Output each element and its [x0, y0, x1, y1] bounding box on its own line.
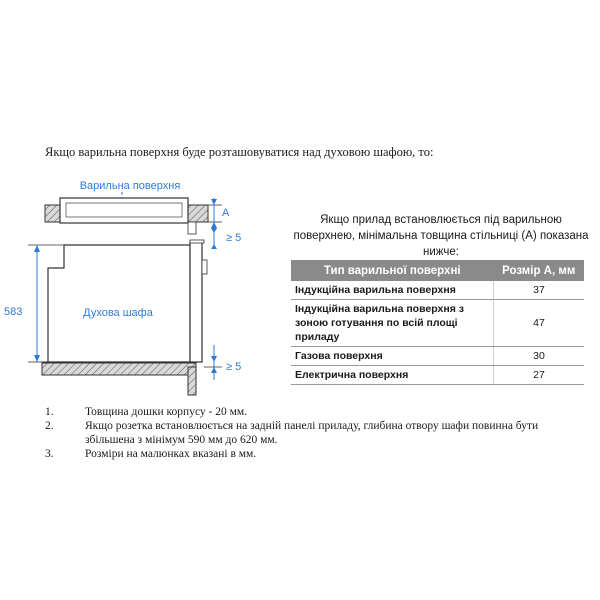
gap-top-label: ≥ 5	[226, 232, 242, 244]
table-cell-size: 47	[494, 300, 585, 347]
table-cell-type: Газова поверхня	[291, 347, 494, 366]
table-cell-type: Індукційна варильна поверхня з зоною готування по всій площі приладу	[291, 300, 494, 347]
note-text: Товщина дошки корпусу - 20 мм.	[85, 406, 248, 418]
table-row	[291, 281, 584, 300]
hob-label: Варильна поверхня	[79, 180, 181, 192]
list-item	[45, 405, 585, 419]
oven-body	[48, 245, 190, 362]
label-a: A	[222, 207, 230, 219]
table-header-size: Розмір A, мм	[494, 260, 585, 281]
oven-label: Духова шафа	[83, 307, 153, 319]
gap-bottom-label: ≥ 5	[226, 361, 242, 373]
table-cell-size: 30	[494, 347, 585, 366]
note-text: Якщо розетка встановлюється на задній панелі приладу, глибина отвору шафи повинна бути збільшена з мінімум 590 мм до 620 мм.	[85, 420, 539, 446]
notes-list	[45, 405, 585, 461]
note-number: 3.	[45, 448, 54, 460]
installation-diagram	[0, 170, 290, 410]
oven-door	[190, 242, 202, 362]
table-header-type: Тип варильної поверхні	[291, 260, 494, 281]
table-row	[291, 300, 584, 347]
hob-size-table	[291, 260, 584, 385]
note-text: Розміри на малюнках вказані в мм.	[85, 448, 257, 460]
list-item	[45, 419, 585, 447]
height-label: 583	[4, 306, 23, 318]
intro-text: Якщо варильна поверхня буде розташовуватися над духовою шафою, то:	[45, 145, 434, 159]
countertop-thickness-text: Якщо прилад встановлюється під варильною поверхнею, мінімальна товщина стільниці (A) показана нижче:	[293, 214, 589, 258]
list-item	[45, 447, 585, 461]
note-number: 2.	[45, 420, 54, 432]
table-cell-size: 27	[494, 366, 585, 385]
table-row	[291, 366, 584, 385]
table-cell-type: Індукційна варильна поверхня	[291, 281, 494, 300]
table-row	[291, 347, 584, 366]
table-cell-size: 37	[494, 281, 585, 300]
table-cell-type: Електрична поверхня	[291, 366, 494, 385]
note-number: 1.	[45, 406, 54, 418]
